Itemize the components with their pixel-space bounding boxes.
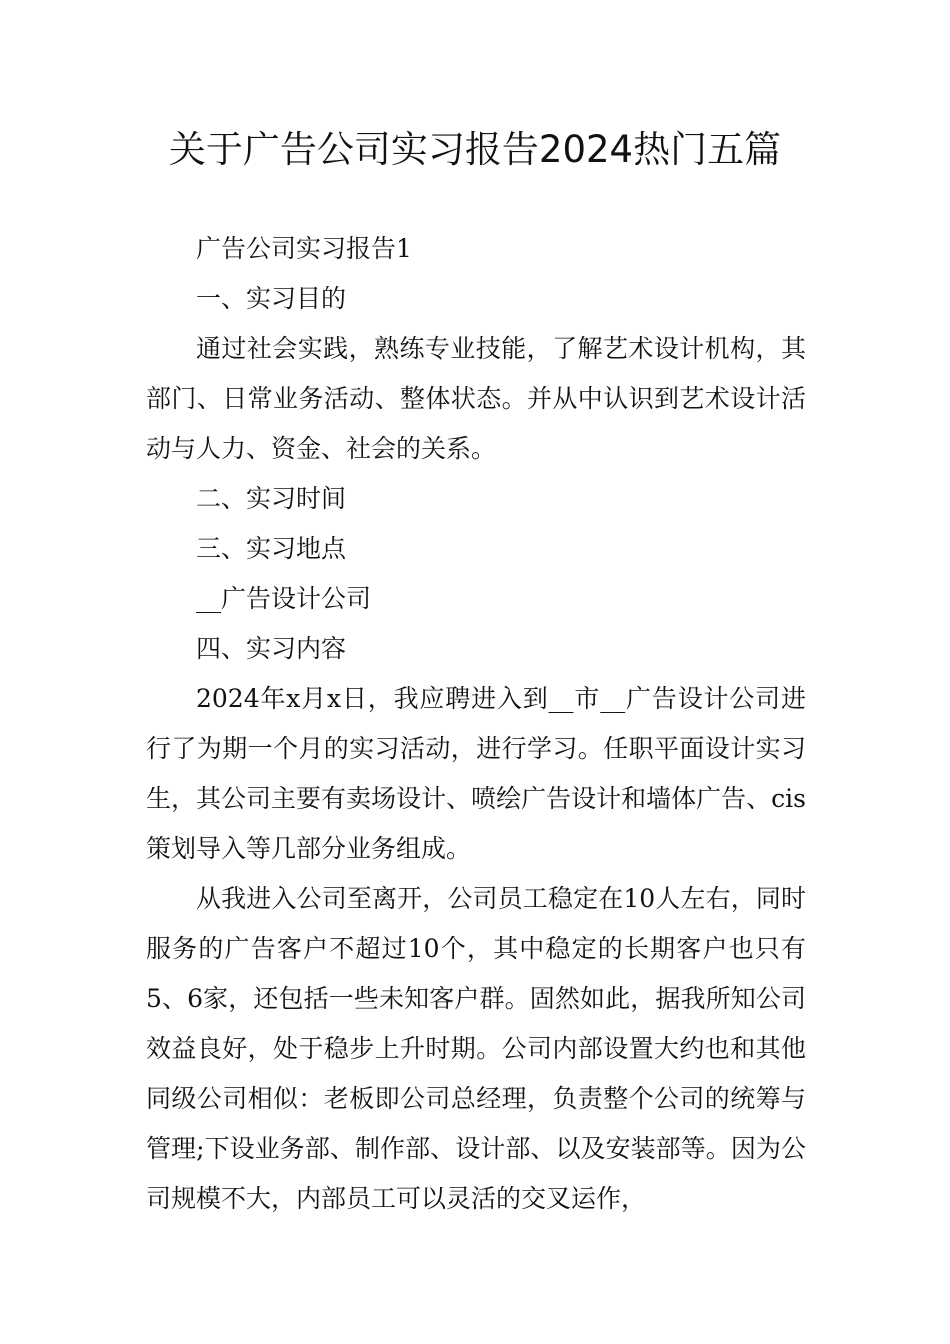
section-heading-location: 三、实习地点 — [196, 534, 347, 563]
section-heading-purpose: 一、实习目的 — [196, 284, 347, 313]
document-body — [146, 224, 806, 1224]
section-heading-report-1: 广告公司实习报告1 — [196, 234, 412, 263]
paragraph-content-1: 2024年x月x日，我应聘进入到__市__广告设计公司进行了为期一个月的实习活动，进行学习。任职平面设计实习生，其公司主要有卖场设计、喷绘广告设计和墙体广告、cis策划导入等几部分业务组成。 — [146, 684, 806, 863]
paragraph-location: __广告设计公司 — [196, 584, 372, 613]
paragraph-content-2: 从我进入公司至离开，公司员工稳定在10人左右，同时服务的广告客户不超过10个，其中稳定的长期客户也只有5、6家，还包括一些未知客户群。固然如此，据我所知公司效益良好，处于稳步上升时期。公司内部设置大约也和其他同级公司相似：老板即公司总经理，负责整个公司的统筹与管理;下设业务部、制作部、设计部、以及安装部等。因为公司规模不大，内部员工可以灵活的交叉运作， — [146, 884, 806, 1213]
section-heading-content: 四、实习内容 — [196, 634, 347, 663]
paragraph-purpose: 通过社会实践，熟练专业技能，了解艺术设计机构，其部门、日常业务活动、整体状态。并从中认识到艺术设计活动与人力、资金、社会的关系。 — [146, 334, 806, 463]
document-title: 关于广告公司实习报告2024热门五篇 — [168, 128, 782, 171]
section-heading-time: 二、实习时间 — [196, 484, 347, 513]
